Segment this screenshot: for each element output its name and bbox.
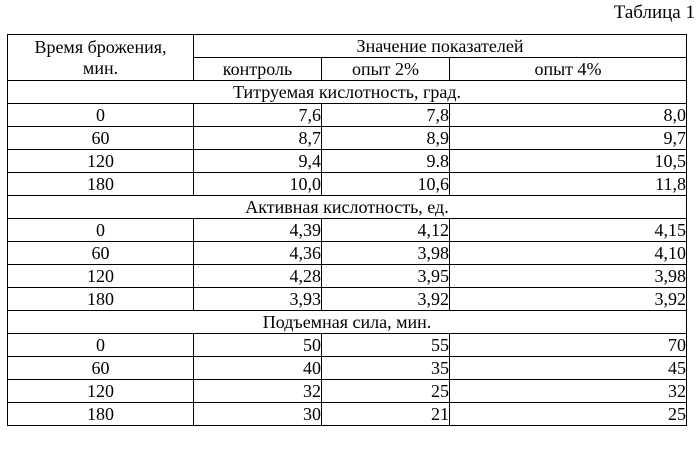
exp2-cell: 9.8 [322, 150, 450, 173]
time-cell: 120 [8, 265, 194, 288]
table-row [8, 104, 687, 127]
table-row [8, 334, 687, 357]
time-cell: 0 [8, 104, 194, 127]
control-cell: 10,0 [194, 173, 322, 196]
exp4-cell: 9,7 [450, 127, 687, 150]
time-cell: 60 [8, 242, 194, 265]
exp4-cell: 3,92 [450, 288, 687, 311]
exp2-column-header: опыт 2% [322, 58, 450, 81]
exp2-cell: 3,95 [322, 265, 450, 288]
time-cell: 180 [8, 288, 194, 311]
time-column-header [8, 35, 194, 81]
exp2-cell: 3,98 [322, 242, 450, 265]
exp4-cell: 25 [450, 403, 687, 426]
exp4-column-header: опыт 4% [450, 58, 687, 81]
exp2-cell: 55 [322, 334, 450, 357]
table-row [8, 288, 687, 311]
table-row [8, 265, 687, 288]
time-cell: 60 [8, 127, 194, 150]
exp2-cell: 7,8 [322, 104, 450, 127]
data-table [7, 34, 687, 426]
exp2-cell: 3,92 [322, 288, 450, 311]
time-cell: 0 [8, 334, 194, 357]
exp4-cell: 4,10 [450, 242, 687, 265]
control-cell: 4,39 [194, 219, 322, 242]
time-column-header-line2: мин. [82, 57, 119, 78]
control-column-header: контроль [194, 58, 322, 81]
table-row [8, 242, 687, 265]
table-row [8, 219, 687, 242]
exp2-cell: 8,9 [322, 127, 450, 150]
exp4-cell: 3,98 [450, 265, 687, 288]
exp4-cell: 11,8 [450, 173, 687, 196]
table-row [8, 127, 687, 150]
exp4-cell: 8,0 [450, 104, 687, 127]
time-cell: 120 [8, 150, 194, 173]
control-cell: 50 [194, 334, 322, 357]
control-cell: 32 [194, 380, 322, 403]
section-title-active-acidity: Активная кислотность, ед. [8, 196, 687, 219]
exp2-cell: 25 [322, 380, 450, 403]
control-cell: 4,28 [194, 265, 322, 288]
time-cell: 0 [8, 219, 194, 242]
table-row [8, 380, 687, 403]
table-row [8, 357, 687, 380]
time-cell: 180 [8, 403, 194, 426]
exp4-cell: 10,5 [450, 150, 687, 173]
time-cell: 180 [8, 173, 194, 196]
exp4-cell: 45 [450, 357, 687, 380]
exp2-cell: 35 [322, 357, 450, 380]
time-cell: 60 [8, 357, 194, 380]
exp4-cell: 32 [450, 380, 687, 403]
table-caption: Таблица 1 [613, 2, 695, 23]
exp4-cell: 70 [450, 334, 687, 357]
control-cell: 7,6 [194, 104, 322, 127]
control-cell: 8,7 [194, 127, 322, 150]
control-cell: 40 [194, 357, 322, 380]
section-title-lifting-force: Подъемная сила, мин. [8, 311, 687, 334]
exp2-cell: 4,12 [322, 219, 450, 242]
control-cell: 4,36 [194, 242, 322, 265]
table-row [8, 173, 687, 196]
exp2-cell: 21 [322, 403, 450, 426]
exp4-cell: 4,15 [450, 219, 687, 242]
section-title-titratable-acidity: Титруемая кислотность, град. [8, 81, 687, 104]
time-column-header-line1: Время брожения, [34, 36, 167, 57]
control-cell: 30 [194, 403, 322, 426]
control-cell: 9,4 [194, 150, 322, 173]
control-cell: 3,93 [194, 288, 322, 311]
table-row [8, 150, 687, 173]
time-cell: 120 [8, 380, 194, 403]
values-group-header: Значение показателей [194, 35, 687, 58]
exp2-cell: 10,6 [322, 173, 450, 196]
table-row [8, 403, 687, 426]
